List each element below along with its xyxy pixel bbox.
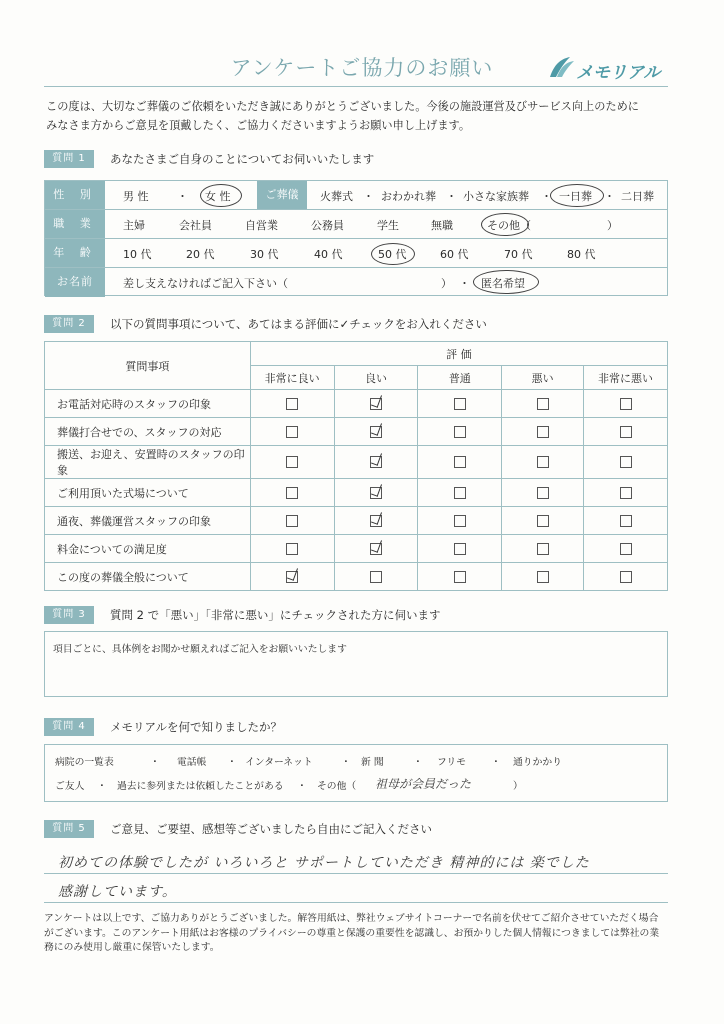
job-option[interactable]: 学生 xyxy=(377,219,399,232)
rating-checkbox[interactable] xyxy=(537,571,549,583)
table-row xyxy=(45,479,668,507)
funeral-option-family[interactable]: 小さな家族葬 xyxy=(463,190,529,203)
rating-cell xyxy=(502,479,584,507)
rating-cell xyxy=(584,446,668,479)
rating-checkbox[interactable] xyxy=(454,456,466,468)
funeral-option-kasou[interactable]: 火葬式 xyxy=(320,190,353,203)
source-option[interactable]: ご友人 xyxy=(55,781,85,792)
rating-header: 非常に良い xyxy=(250,366,334,390)
separator-dot: ・ xyxy=(604,190,615,203)
rating-checkbox[interactable] xyxy=(370,456,382,468)
age-option[interactable]: 70 代 xyxy=(504,248,533,261)
rating-cell xyxy=(502,535,584,563)
source-option-other[interactable]: その他（ xyxy=(317,781,357,792)
rating-cell xyxy=(502,390,584,418)
age-option[interactable]: 40 代 xyxy=(314,248,343,261)
handwritten-comment-line: 感謝しています。 xyxy=(58,884,177,900)
rating-cell xyxy=(502,418,584,446)
rating-header: 普通 xyxy=(418,366,502,390)
closing-line: がございます。このアンケート用紙はお客様のプライバシーの尊重と保護の重要性を認識し、お預かりした個人情報につきましては弊社の業 xyxy=(44,927,660,939)
closing-line: 務にのみ使用し厳重に保管いたします。 xyxy=(44,942,220,953)
funeral-option-owakare[interactable]: おわかれ葬 xyxy=(381,190,436,203)
q2-text-main: 以下の質問事項について、あてはまる評価に xyxy=(110,317,340,331)
rating-checkbox[interactable] xyxy=(286,487,298,499)
rating-checkbox[interactable] xyxy=(286,426,298,438)
table-row xyxy=(45,563,668,591)
logo-text: メモリアル xyxy=(576,63,661,83)
q2-header xyxy=(44,315,668,333)
q3-tag: 質問 3 xyxy=(44,606,94,624)
source-option[interactable]: 通りかかり xyxy=(513,757,562,768)
rating-cell xyxy=(502,446,584,479)
gender-row xyxy=(45,181,667,210)
source-other-close: ） xyxy=(513,781,523,792)
q3-header xyxy=(44,606,668,624)
rating-checkbox[interactable] xyxy=(537,515,549,527)
job-option[interactable]: 自営業 xyxy=(245,219,278,232)
company-logo xyxy=(548,55,668,83)
selection-circle xyxy=(200,184,242,207)
rating-checkbox[interactable] xyxy=(620,487,632,499)
rating-cell xyxy=(250,563,334,591)
rating-checkbox[interactable] xyxy=(454,543,466,555)
age-option[interactable]: 30 代 xyxy=(250,248,279,261)
q2-text xyxy=(110,316,487,332)
rating-checkbox[interactable] xyxy=(454,398,466,410)
q3-answer-box[interactable] xyxy=(44,631,668,697)
title-divider xyxy=(44,86,668,87)
q1-tag: 質問 1 xyxy=(44,150,94,168)
rating-checkbox[interactable] xyxy=(620,571,632,583)
rating-cell xyxy=(418,446,502,479)
rating-checkbox[interactable] xyxy=(537,456,549,468)
rating-checkbox[interactable] xyxy=(454,571,466,583)
job-other-close: ） xyxy=(607,219,618,232)
table-row xyxy=(45,418,668,446)
evaluation-table xyxy=(44,341,668,591)
separator-dot: ・ xyxy=(177,190,188,203)
rating-cell xyxy=(502,563,584,591)
age-option[interactable]: 60 代 xyxy=(440,248,469,261)
rating-header: 悪い xyxy=(502,366,584,390)
page-title: アンケートご協力のお願い xyxy=(230,56,494,80)
separator-dot: ・ xyxy=(413,757,423,768)
rating-cell xyxy=(334,507,418,535)
rating-cell xyxy=(418,507,502,535)
handwritten-comment-line: 初めての体験でしたが いろいろと サポートしていただき 精神的には 楽でした xyxy=(58,855,590,871)
rating-checkbox[interactable] xyxy=(620,398,632,410)
separator-dot: ・ xyxy=(363,190,374,203)
funeral-option-twoday[interactable]: 二日葬 xyxy=(621,190,654,203)
rating-checkbox[interactable] xyxy=(620,426,632,438)
closing-notice xyxy=(44,912,684,956)
rating-checkbox[interactable] xyxy=(454,515,466,527)
selection-circle xyxy=(371,243,415,265)
rating-cell xyxy=(250,418,334,446)
source-option[interactable]: 新 聞 xyxy=(361,757,384,768)
rating-cell xyxy=(584,479,668,507)
rating-checkbox[interactable] xyxy=(454,487,466,499)
rating-cell xyxy=(584,507,668,535)
q1-header xyxy=(44,150,668,168)
separator-dot: ・ xyxy=(459,277,470,290)
handwritten-other-answer: 祖母が会員だった xyxy=(375,777,472,791)
rating-cell xyxy=(334,479,418,507)
q4-text: メモリアルを何で知りましたか？ xyxy=(110,720,283,734)
q4-tag: 質問 4 xyxy=(44,718,94,736)
job-option-other[interactable]: その他（ xyxy=(487,219,531,232)
rating-cell xyxy=(334,418,418,446)
q4-source-box xyxy=(44,744,668,802)
column-header-eval: 評 価 xyxy=(250,342,667,366)
job-option[interactable]: 主婦 xyxy=(123,219,145,232)
intro-text xyxy=(46,97,686,135)
rating-checkbox[interactable] xyxy=(370,487,382,499)
rating-checkbox[interactable] xyxy=(620,515,632,527)
intro-line: みなさま方からご意見を頂戴したく、ご協力くださいますようお願い申し上げます。 xyxy=(46,119,471,132)
q5-tag: 質問 5 xyxy=(44,820,94,838)
rating-cell xyxy=(250,479,334,507)
rating-cell xyxy=(584,390,668,418)
gender-option-male[interactable]: 男 性 xyxy=(123,190,149,203)
job-label: 職 業 xyxy=(45,210,105,238)
age-option[interactable]: 10 代 xyxy=(123,248,152,261)
job-row xyxy=(45,210,667,239)
rating-header: 良い xyxy=(334,366,418,390)
rating-cell xyxy=(250,535,334,563)
rating-cell xyxy=(250,446,334,479)
rating-checkbox[interactable] xyxy=(286,571,298,583)
table-row xyxy=(45,535,668,563)
separator-dot: ・ xyxy=(297,781,307,792)
rating-cell xyxy=(418,563,502,591)
rating-cell xyxy=(584,535,668,563)
rating-checkbox[interactable] xyxy=(537,487,549,499)
closing-line: アンケートは以上です、ご協力ありがとうございました。解答用紙は、弊社ウェブサイトコーナーで名前を伏せてご紹介させていただく場合 xyxy=(44,913,659,924)
question-item: 通夜、葬儀運営スタッフの印象 xyxy=(45,507,251,535)
separator-dot: ・ xyxy=(150,757,160,768)
intro-line: この度は、大切なご葬儀のご依頼をいただき誠にありがとうございました。今後の施設運営及びサービス向上のために xyxy=(46,100,639,113)
rating-cell xyxy=(418,418,502,446)
rating-checkbox[interactable] xyxy=(370,426,382,438)
rating-cell xyxy=(418,535,502,563)
check-mark-icon: ✓ xyxy=(339,317,350,331)
separator-dot: ・ xyxy=(97,781,107,792)
rating-checkbox[interactable] xyxy=(370,515,382,527)
separator-dot: ・ xyxy=(541,190,552,203)
job-option[interactable]: 会社員 xyxy=(179,219,212,232)
separator-dot: ・ xyxy=(491,757,501,768)
rating-checkbox[interactable] xyxy=(286,456,298,468)
source-option[interactable]: インターネット xyxy=(245,757,313,768)
funeral-label: ご葬儀 xyxy=(257,181,307,209)
question-item: 搬送、お迎え、安置時のスタッフの印象 xyxy=(45,446,251,479)
age-label: 年 齢 xyxy=(45,239,105,267)
answer-line xyxy=(44,902,668,903)
separator-dot: ・ xyxy=(227,757,237,768)
rating-cell xyxy=(334,563,418,591)
q3-text: 質問 2 で「悪い」「非常に悪い」にチェックされた方に伺います xyxy=(110,608,441,622)
separator-dot: ・ xyxy=(341,757,351,768)
q5-header xyxy=(44,820,668,838)
source-option[interactable]: 電話帳 xyxy=(177,757,207,768)
anonymous-option[interactable]: 匿名希望 xyxy=(481,277,525,290)
rating-header: 非常に悪い xyxy=(584,366,668,390)
rating-cell xyxy=(334,390,418,418)
name-row xyxy=(45,268,667,297)
name-close: ） xyxy=(441,277,452,290)
rating-cell xyxy=(334,446,418,479)
job-option[interactable]: 公務員 xyxy=(311,219,344,232)
rating-cell xyxy=(334,535,418,563)
age-option[interactable]: 20 代 xyxy=(186,248,215,261)
question-item: 葬儀打合せでの、スタッフの対応 xyxy=(45,418,251,446)
source-option[interactable]: フリモ xyxy=(437,757,466,768)
question-item: この度の葬儀全般について xyxy=(45,563,251,591)
rating-checkbox[interactable] xyxy=(370,543,382,555)
rating-checkbox[interactable] xyxy=(286,398,298,410)
answer-line xyxy=(44,873,668,874)
q2-text-tail: チェックをお入れください xyxy=(349,317,487,331)
job-option[interactable]: 無職 xyxy=(431,219,453,232)
rating-cell xyxy=(250,507,334,535)
rating-checkbox[interactable] xyxy=(286,543,298,555)
question-item: ご利用頂いた式場について xyxy=(45,479,251,507)
table-row xyxy=(45,390,668,418)
rating-checkbox[interactable] xyxy=(370,571,382,583)
rating-cell xyxy=(584,563,668,591)
rating-checkbox[interactable] xyxy=(454,426,466,438)
rating-checkbox[interactable] xyxy=(620,543,632,555)
selection-circle xyxy=(473,270,539,294)
rating-checkbox[interactable] xyxy=(537,426,549,438)
question-item: 料金についての満足度 xyxy=(45,535,251,563)
selection-circle xyxy=(550,184,604,207)
q1-text: あなたさまご自身のことについてお伺いいたします xyxy=(110,152,375,166)
source-option[interactable]: 病院の一覧表 xyxy=(55,757,114,768)
age-row xyxy=(45,239,667,268)
question-item: お電話対応時のスタッフの印象 xyxy=(45,390,251,418)
rating-checkbox[interactable] xyxy=(286,515,298,527)
table-row xyxy=(45,507,668,535)
rating-cell xyxy=(502,507,584,535)
gender-option-female[interactable]: 女 性 xyxy=(205,190,231,203)
funeral-option-oneday[interactable]: 一日葬 xyxy=(559,190,592,203)
rating-checkbox[interactable] xyxy=(370,398,382,410)
rating-cell xyxy=(584,418,668,446)
separator-dot: ・ xyxy=(446,190,457,203)
q4-header xyxy=(44,718,668,736)
age-option[interactable]: 80 代 xyxy=(567,248,596,261)
rating-cell xyxy=(250,390,334,418)
rating-cell xyxy=(418,390,502,418)
age-option-50[interactable]: 50 代 xyxy=(378,248,407,261)
q3-box-prompt: 項目ごとに、具体例をお聞かせ願えればご記入をお願いいたします xyxy=(53,644,347,655)
rating-checkbox[interactable] xyxy=(620,456,632,468)
rating-checkbox[interactable] xyxy=(537,543,549,555)
column-header-item: 質問事項 xyxy=(45,342,251,390)
q2-tag: 質問 2 xyxy=(44,315,94,333)
rating-cell xyxy=(418,479,502,507)
name-prompt: 差し支えなければご記入下さい（ xyxy=(123,277,288,290)
gender-label: 性 別 xyxy=(45,181,105,209)
rating-checkbox[interactable] xyxy=(537,398,549,410)
table-row xyxy=(45,446,668,479)
source-option[interactable]: 過去に参列または依頼したことがある xyxy=(117,781,284,792)
leaf-logo-icon xyxy=(548,55,576,81)
q1-profile-box xyxy=(44,180,668,296)
selection-circle xyxy=(481,213,529,236)
q5-text: ご意見、ご要望、感想等ございましたら自由にご記入ください xyxy=(110,822,432,836)
name-label: お名前 xyxy=(45,268,105,297)
